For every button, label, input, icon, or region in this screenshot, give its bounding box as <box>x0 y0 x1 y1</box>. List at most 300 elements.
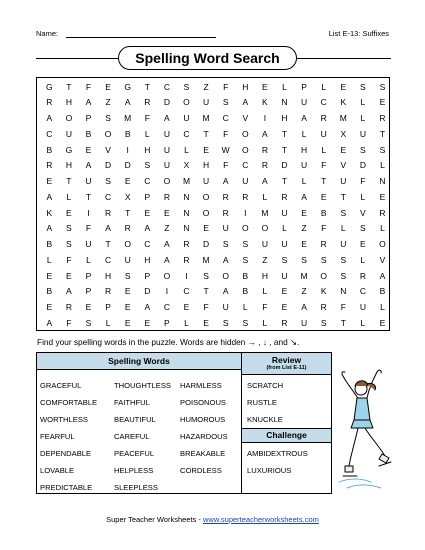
grid-letter[interactable]: A <box>105 223 112 234</box>
grid-letter[interactable]: S <box>124 270 132 281</box>
grid-letter[interactable]: L <box>262 191 268 202</box>
grid-letter[interactable]: S <box>340 254 347 265</box>
grid-letter[interactable]: U <box>163 128 171 139</box>
grid-letter[interactable]: L <box>360 191 366 202</box>
grid-letter[interactable]: E <box>144 207 151 218</box>
grid-letter[interactable]: R <box>46 97 53 108</box>
grid-letter[interactable]: X <box>124 191 132 202</box>
grid-letter[interactable]: P <box>144 270 151 281</box>
grid-letter[interactable]: B <box>379 286 386 297</box>
grid-letter[interactable]: R <box>105 286 112 297</box>
grid-letter[interactable]: F <box>85 223 92 234</box>
grid-letter[interactable]: C <box>46 128 53 139</box>
grid-letter[interactable]: H <box>65 97 73 108</box>
grid-letter[interactable]: X <box>183 160 190 171</box>
grid-letter[interactable]: V <box>360 207 367 218</box>
grid-letter[interactable]: C <box>320 97 328 108</box>
grid-letter[interactable]: O <box>124 239 132 249</box>
grid-letter[interactable]: V <box>379 254 386 265</box>
grid-letter[interactable]: O <box>104 128 112 139</box>
grid-letter[interactable]: V <box>242 113 249 123</box>
grid-letter[interactable]: A <box>46 113 53 123</box>
grid-letter[interactable]: A <box>301 191 308 202</box>
grid-letter[interactable]: D <box>359 160 367 171</box>
grid-letter[interactable]: U <box>359 302 367 312</box>
grid-letter[interactable]: F <box>321 223 327 234</box>
grid-letter[interactable]: O <box>241 128 250 139</box>
grid-letter[interactable]: E <box>105 81 112 92</box>
grid-letter[interactable]: H <box>301 144 308 155</box>
grid-letter[interactable]: R <box>281 191 289 202</box>
grid-letter[interactable]: R <box>46 160 53 171</box>
grid-letter[interactable]: O <box>202 207 210 218</box>
grid-letter[interactable]: L <box>360 317 366 328</box>
grid-letter[interactable]: T <box>85 191 92 202</box>
grid-letter[interactable]: O <box>222 270 230 281</box>
grid-letter[interactable]: R <box>379 207 387 218</box>
grid-letter[interactable]: L <box>184 144 190 155</box>
grid-letter[interactable]: O <box>261 223 269 234</box>
grid-letter[interactable]: P <box>144 191 151 202</box>
grid-letter[interactable]: K <box>320 286 328 297</box>
grid-letter[interactable]: C <box>242 160 249 171</box>
grid-letter[interactable]: E <box>124 286 132 297</box>
grid-letter[interactable]: M <box>182 176 191 186</box>
grid-letter[interactable]: S <box>340 270 347 281</box>
grid-letter[interactable]: L <box>86 254 92 265</box>
grid-letter[interactable]: S <box>281 254 288 265</box>
grid-letter[interactable]: E <box>340 81 347 92</box>
grid-letter[interactable]: U <box>163 160 171 171</box>
grid-letter[interactable]: U <box>320 128 328 139</box>
grid-letter[interactable]: A <box>66 286 73 297</box>
grid-letter[interactable]: L <box>46 254 53 265</box>
grid-letter[interactable]: K <box>262 97 269 108</box>
grid-letter[interactable]: N <box>379 176 387 186</box>
grid-letter[interactable]: A <box>164 254 171 265</box>
grid-letter[interactable]: F <box>360 176 366 186</box>
name-line[interactable] <box>66 37 216 38</box>
grid-letter[interactable]: E <box>379 191 386 202</box>
grid-letter[interactable]: R <box>261 160 269 171</box>
grid-letter[interactable]: A <box>222 176 230 186</box>
grid-letter[interactable]: S <box>105 113 112 123</box>
grid-row <box>37 206 389 222</box>
grid-letter[interactable]: U <box>281 270 289 281</box>
grid-letter[interactable]: A <box>46 191 53 202</box>
grid-letter[interactable]: E <box>46 302 53 312</box>
grid-letter[interactable]: P <box>85 113 92 123</box>
grid-letter[interactable]: R <box>379 113 387 123</box>
grid-letter[interactable]: O <box>163 176 171 186</box>
grid-letter[interactable]: L <box>66 191 72 202</box>
grid-letter[interactable]: U <box>242 176 249 186</box>
grid-letter[interactable]: T <box>281 144 288 155</box>
grid-letter[interactable]: L <box>301 128 307 139</box>
grid-letter[interactable]: D <box>124 160 132 171</box>
grid-letter[interactable]: N <box>183 191 191 202</box>
grid-letter[interactable]: Z <box>301 286 308 297</box>
grid-letter[interactable]: L <box>262 286 268 297</box>
grid-letter[interactable]: E <box>144 317 151 328</box>
grid-letter[interactable]: E <box>85 144 92 155</box>
grid-letter[interactable]: A <box>46 223 53 234</box>
grid-letter[interactable]: U <box>203 97 210 108</box>
grid-letter[interactable]: E <box>85 302 92 312</box>
grid-letter[interactable]: U <box>183 113 191 123</box>
grid-letter[interactable]: S <box>242 317 249 328</box>
grid-letter[interactable]: Z <box>301 223 308 234</box>
grid-letter[interactable]: R <box>320 113 328 123</box>
grid-letter[interactable]: P <box>85 270 92 281</box>
grid-letter[interactable]: T <box>340 191 347 202</box>
grid-letter[interactable]: A <box>262 176 269 186</box>
grid-letter[interactable]: A <box>164 239 171 249</box>
grid-letter[interactable]: E <box>203 144 210 155</box>
grid-letter[interactable]: R <box>65 302 73 312</box>
grid-letter[interactable]: E <box>124 317 132 328</box>
grid-letter[interactable]: H <box>144 144 151 155</box>
grid-letter[interactable]: R <box>281 317 289 328</box>
grid-letter[interactable]: U <box>301 317 308 328</box>
grid-letter[interactable]: T <box>340 317 347 328</box>
grid-letter[interactable]: F <box>223 81 229 92</box>
grid-letter[interactable]: U <box>359 128 367 139</box>
grid-letter[interactable]: S <box>320 317 328 328</box>
grid-letter[interactable]: N <box>340 286 347 297</box>
grid-letter[interactable]: E <box>203 223 210 234</box>
grid-letter[interactable]: T <box>281 128 288 139</box>
grid-letter[interactable]: S <box>320 254 328 265</box>
grid-letter[interactable]: F <box>262 302 268 312</box>
grid-letter[interactable]: A <box>144 302 151 312</box>
grid-letter[interactable]: L <box>360 254 366 265</box>
grid-letter[interactable]: H <box>144 254 151 265</box>
grid-letter[interactable]: C <box>183 128 191 139</box>
spelling-word: POISONOUS <box>180 398 226 407</box>
grid-letter[interactable]: T <box>105 239 112 249</box>
grid-letter[interactable]: R <box>105 207 112 218</box>
grid-letter[interactable]: F <box>321 160 327 171</box>
grid-letter[interactable]: L <box>360 97 366 108</box>
grid-letter[interactable]: I <box>165 286 169 297</box>
grid-letter[interactable]: I <box>185 270 189 281</box>
grid-letter[interactable]: A <box>222 286 230 297</box>
grid-letter[interactable]: E <box>301 207 308 218</box>
grid-letter[interactable]: H <box>65 160 73 171</box>
grid-letter[interactable]: S <box>203 270 210 281</box>
grid-letter[interactable]: F <box>340 302 347 312</box>
grid-letter[interactable]: M <box>202 254 211 265</box>
grid-letter[interactable]: U <box>340 239 347 249</box>
grid-letter[interactable]: A <box>301 302 308 312</box>
grid-letter[interactable]: B <box>46 286 53 297</box>
grid-letter[interactable]: M <box>202 113 211 123</box>
grid-letter[interactable]: U <box>124 254 132 265</box>
grid-letter[interactable]: E <box>46 270 53 281</box>
grid-letter[interactable]: R <box>183 239 191 249</box>
grid-letter[interactable]: S <box>222 97 230 108</box>
grid-letter[interactable]: E <box>340 144 347 155</box>
grid-letter[interactable]: S <box>183 81 190 92</box>
grid-letter[interactable]: K <box>46 207 53 218</box>
grid-letter[interactable]: T <box>203 128 210 139</box>
grid-letter[interactable]: I <box>126 144 130 155</box>
grid-letter[interactable]: D <box>281 160 289 171</box>
grid-letter[interactable]: O <box>241 144 250 155</box>
grid-letter[interactable]: D <box>144 286 151 297</box>
grid-letter[interactable]: Z <box>164 223 170 234</box>
grid-letter[interactable]: V <box>340 160 347 171</box>
grid-letter[interactable]: A <box>144 223 151 234</box>
grid-letter[interactable]: E <box>281 302 288 312</box>
grid-letter[interactable]: S <box>301 254 308 265</box>
grid-letter[interactable]: T <box>203 286 210 297</box>
footer-link[interactable]: www.superteacherworksheets.com <box>202 515 319 524</box>
grid-letter[interactable]: S <box>66 239 73 249</box>
grid-letter[interactable]: A <box>379 270 386 281</box>
grid-letter[interactable]: R <box>124 223 132 234</box>
grid-letter[interactable]: T <box>144 81 151 92</box>
grid-letter[interactable]: K <box>340 97 347 108</box>
grid-letter[interactable]: A <box>85 97 92 108</box>
grid-letter[interactable]: R <box>222 207 230 218</box>
grid-letter[interactable]: O <box>241 223 250 234</box>
grid-letter[interactable]: S <box>66 223 73 234</box>
grid-letter[interactable]: E <box>66 270 73 281</box>
grid-letter[interactable]: S <box>222 239 230 249</box>
grid-letter[interactable]: S <box>379 81 386 92</box>
grid-letter[interactable]: E <box>46 176 53 186</box>
grid-letter[interactable]: A <box>164 113 171 123</box>
grid-letter[interactable]: S <box>222 317 230 328</box>
grid-row <box>37 316 389 332</box>
grid-letter[interactable]: U <box>222 223 230 234</box>
grid-letter[interactable]: U <box>85 239 93 249</box>
grid-letter[interactable]: E <box>164 207 171 218</box>
grid-letter[interactable]: I <box>87 207 91 218</box>
name-label: Name: <box>36 29 59 38</box>
grid-letter[interactable]: R <box>320 239 328 249</box>
grid-letter[interactable]: U <box>281 239 289 249</box>
grid-letter[interactable]: Z <box>262 254 268 265</box>
grid-letter[interactable]: C <box>222 113 230 123</box>
grid-letter[interactable]: R <box>242 191 249 202</box>
grid-letter[interactable]: C <box>144 239 151 249</box>
grid-letter[interactable]: H <box>105 270 112 281</box>
grid-letter[interactable]: R <box>261 144 269 155</box>
grid-letter[interactable]: F <box>66 254 72 265</box>
grid-letter[interactable]: E <box>262 81 269 92</box>
grid-letter[interactable]: G <box>65 144 73 155</box>
grid-letter[interactable]: F <box>66 317 72 328</box>
grid-letter[interactable]: P <box>105 302 112 312</box>
grid-letter[interactable]: U <box>203 176 210 186</box>
grid-letter[interactable]: U <box>301 160 308 171</box>
grid-letter[interactable]: R <box>320 302 328 312</box>
spelling-word: CORDLESS <box>180 466 222 475</box>
grid-letter[interactable]: Z <box>203 81 210 92</box>
grid-letter[interactable]: E <box>203 317 210 328</box>
grid-letter[interactable]: R <box>359 270 367 281</box>
grid-letter[interactable]: H <box>261 270 269 281</box>
grid-letter[interactable]: U <box>85 176 93 186</box>
grid-letter[interactable]: D <box>105 160 112 171</box>
grid-letter[interactable]: C <box>105 254 112 265</box>
grid-letter[interactable]: M <box>124 113 132 123</box>
grid-letter[interactable]: C <box>359 286 367 297</box>
grid-letter[interactable]: E <box>124 302 132 312</box>
grid-letter[interactable]: B <box>46 144 53 155</box>
grid-letter[interactable]: S <box>340 207 347 218</box>
grid-letter[interactable]: U <box>301 97 308 108</box>
grid-letter[interactable]: O <box>163 270 171 281</box>
grid-letter[interactable]: O <box>379 239 387 249</box>
grid-letter[interactable]: F <box>223 128 229 139</box>
grid-letter[interactable]: C <box>163 302 171 312</box>
grid-letter[interactable]: S <box>242 239 249 249</box>
grid-letter[interactable]: A <box>222 254 230 265</box>
grid-letter[interactable]: L <box>282 81 288 92</box>
grid-letter[interactable]: L <box>340 223 347 234</box>
grid-letter[interactable]: N <box>183 207 191 218</box>
grid-letter[interactable]: M <box>339 113 348 123</box>
grid-letter[interactable]: E <box>66 207 73 218</box>
grid-letter[interactable]: L <box>242 302 249 312</box>
grid-letter[interactable]: L <box>262 317 268 328</box>
grid-letter[interactable]: T <box>321 176 327 186</box>
grid-row <box>37 143 389 159</box>
word-search-grid <box>36 77 390 331</box>
grid-letter[interactable]: E <box>281 286 288 297</box>
grid-letter[interactable]: F <box>203 302 210 312</box>
grid-letter[interactable]: L <box>184 317 190 328</box>
grid-letter[interactable]: F <box>144 113 151 123</box>
spelling-word: WORTHLESS <box>40 415 88 424</box>
grid-letter[interactable]: B <box>46 239 53 249</box>
grid-letter[interactable]: L <box>321 144 327 155</box>
grid-letter[interactable]: A <box>46 317 53 328</box>
grid-letter[interactable]: N <box>183 223 191 234</box>
grid-letter[interactable]: F <box>223 160 229 171</box>
grid-letter[interactable]: P <box>85 286 92 297</box>
grid-letter[interactable]: U <box>340 176 347 186</box>
grid-letter[interactable]: P <box>301 81 308 92</box>
grid-letter[interactable]: G <box>45 81 54 92</box>
grid-letter[interactable]: A <box>262 128 269 139</box>
grid-letter[interactable]: R <box>163 191 171 202</box>
grid-letter[interactable]: C <box>144 176 151 186</box>
grid-letter[interactable]: S <box>379 144 386 155</box>
grid-letter[interactable]: D <box>203 239 210 249</box>
grid-letter[interactable]: M <box>261 207 269 218</box>
grid-letter[interactable]: C <box>183 286 191 297</box>
grid-letter[interactable]: R <box>222 191 230 202</box>
grid-letter[interactable]: U <box>163 144 171 155</box>
grid-letter[interactable]: B <box>242 270 249 281</box>
grid-letter[interactable]: O <box>202 191 210 202</box>
grid-letter[interactable]: T <box>125 207 131 218</box>
grid-letter[interactable]: E <box>379 97 386 108</box>
grid-letter[interactable]: O <box>183 97 191 108</box>
grid-letter[interactable]: S <box>360 223 367 234</box>
spelling-word: LOVABLE <box>40 466 75 475</box>
grid-letter[interactable]: I <box>263 113 267 123</box>
grid-letter[interactable]: R <box>183 254 191 265</box>
grid-letter[interactable]: G <box>124 81 132 92</box>
grid-letter[interactable]: O <box>65 113 73 123</box>
grid-letter[interactable]: U <box>261 239 269 249</box>
grid-letter[interactable]: M <box>300 270 309 281</box>
grid-letter[interactable]: A <box>242 97 249 108</box>
grid-letter[interactable]: E <box>379 317 386 328</box>
grid-letter[interactable]: H <box>203 160 210 171</box>
grid-letter[interactable]: E <box>360 239 367 249</box>
grid-letter[interactable]: D <box>163 97 171 108</box>
grid-letter[interactable]: L <box>321 81 327 92</box>
grid-letter[interactable]: U <box>65 128 73 139</box>
grid-letter[interactable]: E <box>124 176 132 186</box>
grid-letter[interactable]: U <box>281 207 289 218</box>
grid-letter[interactable]: L <box>380 223 386 234</box>
grid-letter[interactable]: U <box>222 302 230 312</box>
grid-letter[interactable]: S <box>360 81 367 92</box>
grid-letter[interactable]: S <box>242 254 249 265</box>
grid-letter[interactable]: L <box>380 160 386 171</box>
grid-letter[interactable]: F <box>85 81 92 92</box>
grid-letter[interactable]: L <box>105 317 111 328</box>
grid-letter[interactable]: P <box>164 317 171 328</box>
grid-letter[interactable]: T <box>66 81 72 92</box>
grid-letter[interactable]: R <box>144 97 151 108</box>
grid-letter[interactable]: S <box>105 176 112 186</box>
grid-letter[interactable]: W <box>221 144 231 155</box>
grid-letter[interactable]: L <box>380 302 386 312</box>
grid-letter[interactable]: Z <box>105 97 112 108</box>
grid-letter[interactable]: V <box>105 144 112 155</box>
grid-letter[interactable]: B <box>124 128 132 139</box>
grid-letter[interactable]: X <box>340 128 347 139</box>
grid-letter[interactable]: O <box>320 270 328 281</box>
grid-letter[interactable]: C <box>163 81 171 92</box>
grid-letter[interactable]: A <box>124 97 132 108</box>
spelling-word: HELPLESS <box>114 466 154 475</box>
grid-letter[interactable]: S <box>360 144 367 155</box>
grid-letter[interactable]: B <box>320 207 328 218</box>
grid-letter[interactable]: N <box>281 97 289 108</box>
grid-letter[interactable]: A <box>85 160 92 171</box>
grid-letter[interactable]: E <box>301 239 308 249</box>
grid-letter[interactable]: S <box>144 160 151 171</box>
grid-letter[interactable]: A <box>301 113 308 123</box>
grid-letter[interactable]: S <box>85 317 92 328</box>
grid-letter[interactable]: T <box>379 128 386 139</box>
grid-letter[interactable]: H <box>281 113 289 123</box>
grid-letter[interactable]: L <box>360 113 366 123</box>
grid-letter[interactable]: T <box>281 176 288 186</box>
grid-letter[interactable]: L <box>282 223 288 234</box>
grid-letter[interactable]: E <box>183 302 190 312</box>
grid-letter[interactable]: B <box>242 286 249 297</box>
grid-letter[interactable]: L <box>144 128 151 139</box>
grid-letter[interactable]: H <box>242 81 249 92</box>
grid-letter[interactable]: L <box>301 176 307 186</box>
grid-letter[interactable]: E <box>320 191 328 202</box>
grid-letter[interactable]: B <box>85 128 92 139</box>
grid-letter[interactable]: I <box>244 207 247 218</box>
grid-letter[interactable]: C <box>105 191 112 202</box>
grid-letter[interactable]: T <box>66 176 72 186</box>
